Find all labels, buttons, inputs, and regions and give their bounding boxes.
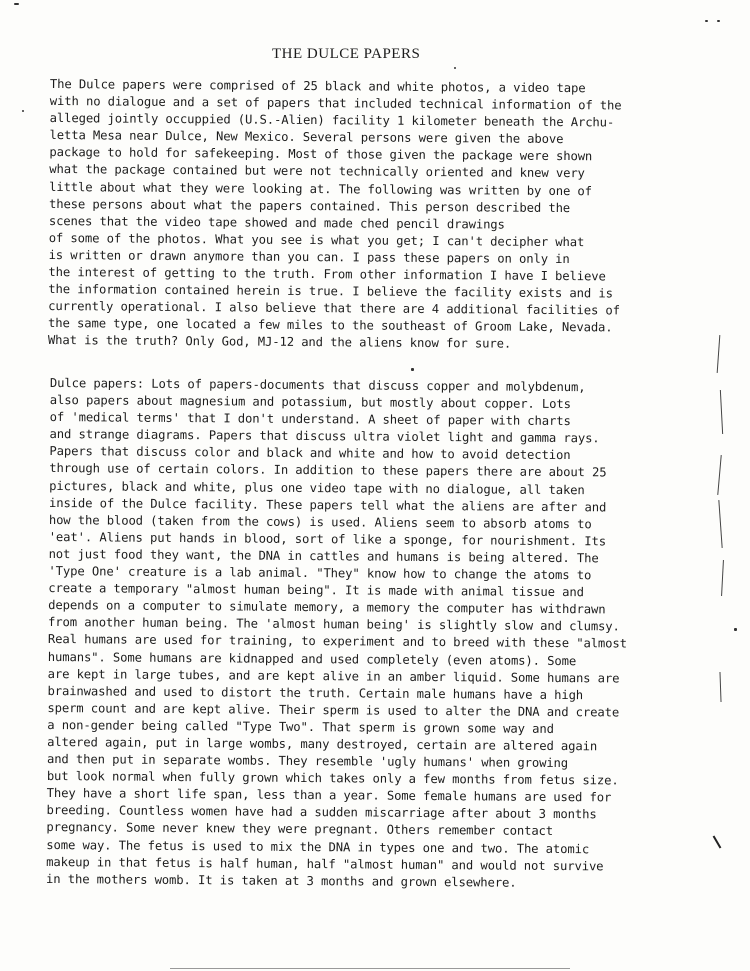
text-line: inside of the Dulce facility. These papers tell what the aliens are after and xyxy=(48,495,607,515)
text-line: also papers about magnesium and potassium, but mostly about copper. Lots xyxy=(49,393,571,412)
scan-speck xyxy=(22,110,24,112)
text-line: what the package contained but were not technically oriented and knew very xyxy=(49,162,585,181)
text-line: the interest of getting to the truth. From other information I have I believe xyxy=(48,265,606,284)
text-line: in the mothers womb. It is taken at 3 months and grown elsewhere. xyxy=(45,871,517,890)
text-line: through use of certain colors. In addition to these papers there are about 25 xyxy=(49,461,607,480)
text-line: not just food they want, the DNA in cattles and humans is being altered. The xyxy=(48,546,599,566)
text-line: pictures, black and white, plus one video tape with no dialogue, all taken xyxy=(49,478,585,497)
text-line: is written or drawn anymore than you can. I pass these papers on only in xyxy=(48,247,570,267)
text-line: pregnancy. Some never knew they were pregnant. Others remember contact xyxy=(46,820,554,839)
text-line: 'eat'. Aliens put hands in blood, sort of like a sponge, for nourishment. Its xyxy=(48,529,607,549)
bottom-edge-line xyxy=(170,968,570,969)
text-line: alleged jointly occuppied (U.S.-Alien) facility 1 kilometer beneath the Archu- xyxy=(49,111,615,130)
text-line: depends on a computer to simulate memory, a memory the computer has withdrawn xyxy=(48,598,606,617)
document-title: THE DULCE PAPERS xyxy=(272,46,421,62)
text-line: are kept in large tubes, and are kept alive in an amber liquid. Some humans are xyxy=(47,666,620,686)
margin-mark xyxy=(718,500,722,548)
text-line: letta Mesa near Dulce, New Mexico. Several persons were given the above xyxy=(49,128,564,147)
text-line: how the blood (taken from the cows) is used. Aliens seem to absorb atoms to xyxy=(48,512,592,532)
scan-speck xyxy=(705,20,708,22)
text-line: The Dulce papers were comprised of 25 black and white photos, a video tape xyxy=(49,76,586,96)
text-line: the information contained herein is true. I believe the facility exists and is xyxy=(48,282,613,301)
text-line: Papers that discuss color and black and white and how to avoid detection xyxy=(49,444,571,463)
text-line: a non-gender being called "Type Two". That sperm is grown some way and xyxy=(47,717,554,736)
text-line: sperm count and are kept alive. Their sperm is used to alter the DNA and create xyxy=(47,700,620,720)
text-line: They have a short life span, less than a year. Some female humans are used for xyxy=(46,786,612,805)
text-line: the same type, one located a few miles to the southeast of Groom Lake, Nevada. xyxy=(48,316,613,335)
scan-speck xyxy=(454,67,456,69)
text-line: from another human being. The 'almost human being' is slightly slow and clumsy. xyxy=(48,615,620,634)
text-line: some way. The fetus is used to mix the DNA in types one and two. The atomic xyxy=(46,837,590,856)
text-line: package to hold for safekeeping. Most of those given the package were shown xyxy=(49,145,593,164)
margin-mark xyxy=(719,672,721,702)
text-line: 'Type One' creature is a lab animal. "They" know how to change the atoms to xyxy=(48,564,592,583)
text-line: with no dialogue and a set of papers that included technical information of the xyxy=(49,94,622,113)
margin-mark xyxy=(720,390,723,434)
scan-speck xyxy=(717,20,720,22)
intro-paragraph xyxy=(48,76,720,355)
text-line: makeup in that fetus is half human, half "almost human" and would not survive xyxy=(46,854,604,873)
margin-mark xyxy=(721,560,724,596)
text-line: Real humans are used for training, to experiment and to breed with these "almost xyxy=(47,632,627,651)
text-line: brainwashed and used to distort the truth. Certain male humans have a high xyxy=(47,683,584,702)
text-line: and strange diagrams. Papers that discuss ultra violet light and gamma rays. xyxy=(49,427,600,446)
text-line: humans". Some humans are kidnapped and used completely (even atoms). Some xyxy=(47,649,577,668)
text-line: little about what they were looking at. The following was written by one of xyxy=(49,179,592,198)
text-line: breeding. Countless women have had a sudden miscarriage after about 3 months xyxy=(46,803,597,822)
text-line: altered again, put in large wombs, many destroyed, certain are altered again xyxy=(47,734,598,754)
scan-speck xyxy=(14,3,19,5)
text-line: of 'medical terms' that I don't understand. A sheet of paper with charts xyxy=(49,410,571,429)
text-line: and then put in separate wombs. They resemble 'ugly humans' when growing xyxy=(46,752,569,771)
scan-speck xyxy=(734,628,737,631)
scan-speck xyxy=(411,368,414,371)
text-line: but look normal when fully grown which takes only a few months from fetus size. xyxy=(46,769,619,788)
text-line: scenes that the video tape showed and made ched pencil drawings xyxy=(48,213,505,232)
text-line: What is the truth? Only God, MJ-12 and the aliens know for sure. xyxy=(47,333,512,352)
text-line: create a temporary "almost human being". It is made with animal tissue and xyxy=(48,581,584,600)
text-line: Dulce papers: Lots of papers-documents that discuss copper and molybdenum, xyxy=(49,375,586,395)
text-line: currently operational. I also believe that there are 4 additional facilities of xyxy=(48,299,620,318)
dulce-papers-paragraph xyxy=(46,375,720,893)
text-line: these persons about what the papers contained. This person described the xyxy=(48,196,571,215)
text-line: of some of the photos. What you see is what you get; I can't decipher what xyxy=(48,230,585,250)
